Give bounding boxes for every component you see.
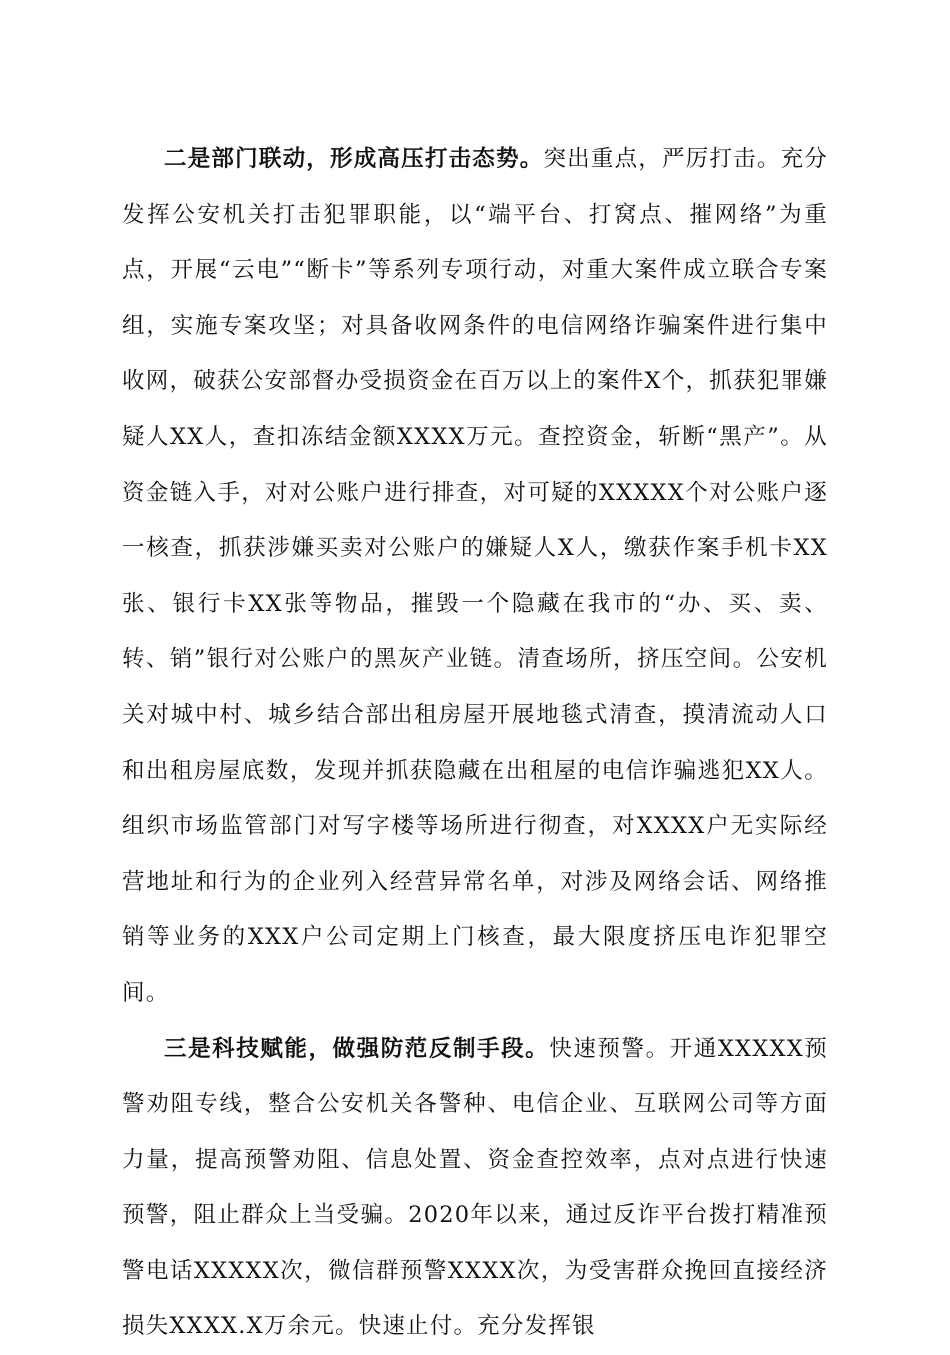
paragraph-2-heading: 三是科技赋能，做强防范反制手段。 (164, 1036, 549, 1062)
paragraph-2 (122, 1022, 828, 1355)
paragraph-2-body: 快速预警。开通XXXXX预警劝阻专线，整合公安机关各警种、电信企业、互联网公司等方面力量，提高预警劝阻、信息处置、资金查控效率，点对点进行快速预警，阻止群众上当受骗。2020年以来，通过反诈平台拨打精准预警电话XXXXX次，微信群预警XXXX次，为受害群众挽回直接经济损失XXXX.X万余元。快速止付。充分发挥银 (122, 1036, 828, 1340)
document-body (122, 132, 828, 1355)
paragraph-1-body: 突出重点，严厉打击。充分发挥公安机关打击犯罪职能，以“端平台、打窝点、摧网络”为重点，开展“云电”“断卡”等系列专项行动，对重大案件成立联合专案组，实施专案攻坚；对具备收网条件的电信网络诈骗案件进行集中收网，破获公安部督办受损资金在百万以上的案件X个，抓获犯罪嫌疑人XX人，查扣冻结金额XXXX万元。查控资金，斩断“黑产”。从资金链入手，对对公账户进行排查，对可疑的XXXXX个对公账户逐一核查，抓获涉嫌买卖对公账户的嫌疑人X人，缴获作案手机卡XX张、银行卡XX张等物品，摧毁一个隐藏在我市的“办、买、卖、转、销”银行对公账户的黑灰产业链。清查场所，挤压空间。公安机关对城中村、城乡结合部出租房屋开展地毯式清查，摸清流动人口和出租房屋底数，发现并抓获隐藏在出租屋的电信诈骗逃犯XX人。组织市场监管部门对写字楼等场所进行彻查，对XXXX户无实际经营地址和行为的企业列入经营异常名单，对涉及网络会话、网络推销等业务的XXX户公司定期上门核查，最大限度挤压电诈犯罪空间。 (122, 146, 828, 1006)
paragraph-1 (122, 132, 828, 1022)
paragraph-1-heading: 二是部门联动，形成高压打击态势。 (164, 146, 543, 172)
